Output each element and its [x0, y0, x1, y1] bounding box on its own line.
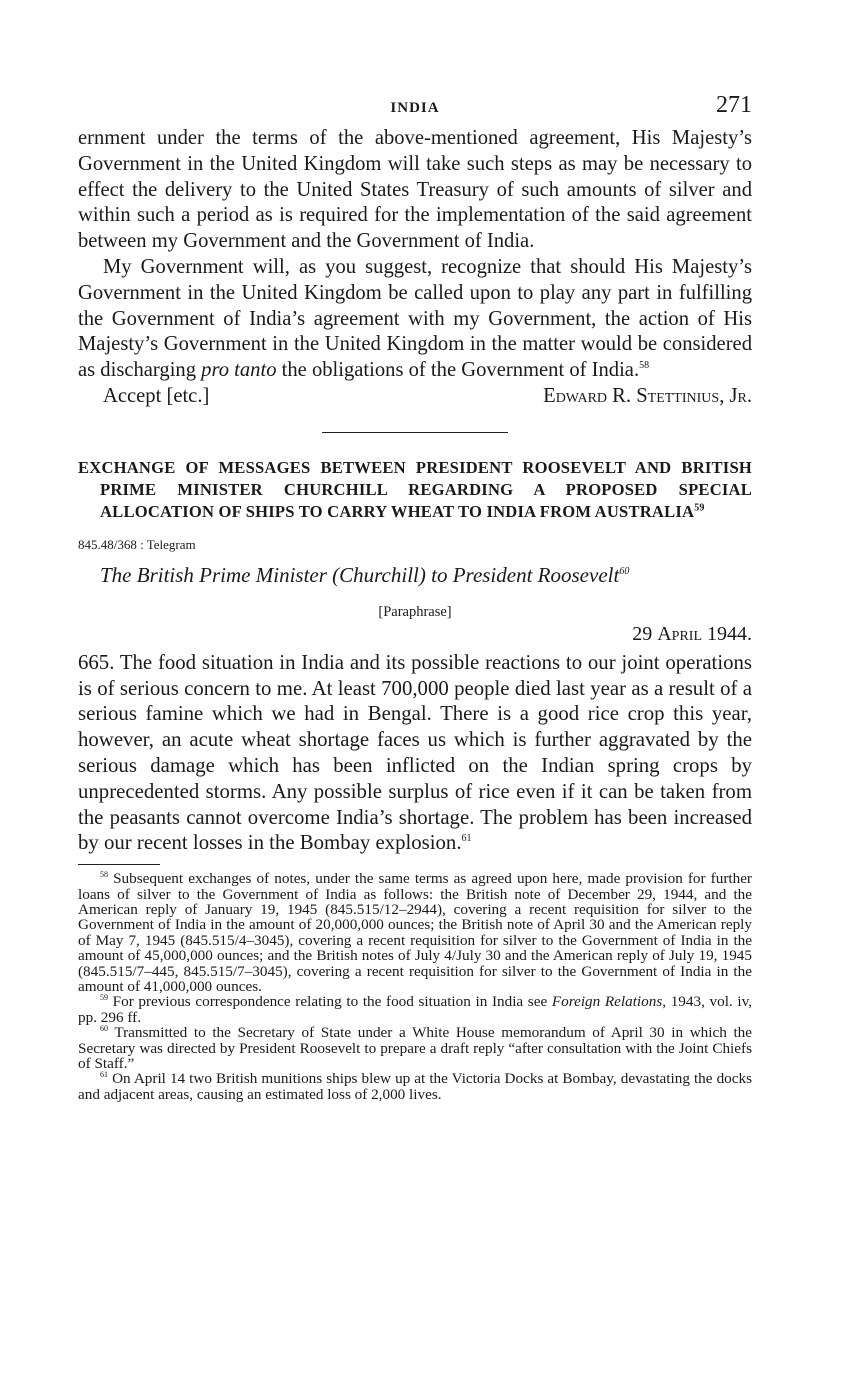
running-head: [78, 92, 752, 126]
section-heading-text: EXCHANGE OF MESSAGES BETWEEN PRESIDENT ROOSEVELT AND BRITISH PRIME MINISTER CHURCHILL REGARDING A PROPOSED SPECIAL ALLOCATION OF SHIPS TO CARRY WHEAT TO INDIA FROM AUSTRALIA: [78, 457, 752, 521]
accept-line: Accept [etc.]: [103, 384, 210, 407]
document-date: [78, 623, 752, 646]
footnote-60-text: Transmitted to the Secretary of State under a White House memorandum of April 30 in which the Secretary was directed by President Roosevelt to prepare a draft reply “after consultation with the Joint Chiefs of Staff.”: [78, 1024, 753, 1073]
footnote-60: [78, 1025, 752, 1071]
footnote-59-text: For previous correspondence relating to the food situation in India see: [112, 993, 552, 1011]
footnote-61-marker: 61: [100, 1070, 108, 1080]
running-head-title: INDIA: [390, 100, 440, 116]
document-title-part-a: The British Prime Minister (: [100, 562, 340, 587]
footnote-58-text: Subsequent exchanges of notes, under the same terms as agreed upon here, made provision for further loans of silver to the Government of India as follows: the British note of December 29, 1944, and the American reply of January 19, 1945 (845.515/12–2944), covering a recent requisition for silver to the Government of India in the amount of 20,000,000 ounces; the British note of April 30 and the American reply of May 7, 1945 (845.515/4–3045), covering a recent requisition for silver to the Government of India in the amount of 45,000,000 ounces; and the British notes of July 4/July 30 and the American reply of July 19, 1945 (845.515/7–445, 845.515/7–3045), covering a recent requisition for silver to the Government of India in the amount of 41,000,000 ounces.: [78, 870, 752, 995]
footnote-ref-61[interactable]: 61: [461, 833, 472, 845]
page-number: 271: [716, 92, 752, 118]
letter-paragraph-2: [78, 255, 752, 384]
footnote-58: [78, 871, 752, 994]
signature: Edward R. Stettinius, Jr.: [543, 384, 752, 407]
footnote-59: [78, 994, 752, 1025]
document-title-part-b: ) to President Roosevelt: [418, 562, 620, 587]
section-divider: [322, 432, 508, 433]
footnotes: [78, 871, 752, 1102]
footnote-ref-58[interactable]: 58: [639, 360, 650, 372]
footnote-61: [78, 1071, 752, 1102]
date-day: 29: [632, 622, 658, 645]
letter-paragraph-2-text: My Government will, as you suggest, recognize that should His Majesty’s Government in the United Kingdom be called upon to play any part in fulfilling the Government of India’s agreement with my Government, the action of His Majesty’s Government in the United Kingdom in the matter would be considered as discharging: [78, 255, 752, 382]
footnote-60-marker: 60: [100, 1024, 108, 1034]
date-month: April: [657, 622, 702, 645]
document-page: [78, 92, 752, 1102]
signoff: [78, 384, 752, 410]
letter-paragraph-2-italic: pro tanto: [201, 359, 277, 382]
footnote-59-end: , 1943, vol. iv, pp. 296 ff.: [78, 993, 753, 1026]
document-title-name: Churchill: [339, 562, 419, 587]
footnote-divider: [78, 864, 160, 865]
file-reference: 845.48/368 : Telegram: [78, 536, 196, 552]
document-title: [78, 563, 752, 588]
footnote-61-text: On April 14 two British munitions ships blew up at the Victoria Docks at Bombay, devastating the docks and adjacent areas, causing an estimated loss of 2,000 lives.: [78, 1070, 752, 1103]
date-year: 1944.: [702, 622, 752, 645]
letter-paragraph-2-end: the obligations of the Government of India.: [276, 359, 640, 382]
footnote-59-marker: 59: [100, 993, 108, 1003]
footnote-58-marker: 58: [100, 870, 108, 880]
telegram-body-text: 665. The food situation in India and its possible reactions to our joint operations is of serious concern to me. At least 700,000 people died last year as a result of a serious famine which we had in Bengal. There is a good rice crop this year, however, an acute wheat shortage faces us which is further aggravated by the serious damage which has been inflicted on the Indian spring crops by unprecedented storms. Any possible surplus of rice even if it can be taken from the peasants cannot overcome India’s shortage. The problem has been increased by our recent losses in the Bombay explosion.: [78, 650, 752, 855]
footnote-ref-59[interactable]: 59: [694, 502, 705, 514]
section-heading: [78, 457, 752, 523]
paraphrase-label: [Paraphrase]: [378, 603, 452, 620]
footnote-ref-60[interactable]: 60: [619, 565, 630, 577]
telegram-body: [78, 650, 752, 856]
footnote-59-italic: Foreign Relations: [551, 993, 663, 1011]
letter-paragraph-1: ernment under the terms of the above-mentioned agreement, His Majesty’s Government in the United Kingdom will take such steps as may be necessary to effect the delivery to the United States Treasury of such amounts of silver and within such a period as is required for the implementation of the said agreement between my Government and the Government of India.: [78, 127, 752, 253]
